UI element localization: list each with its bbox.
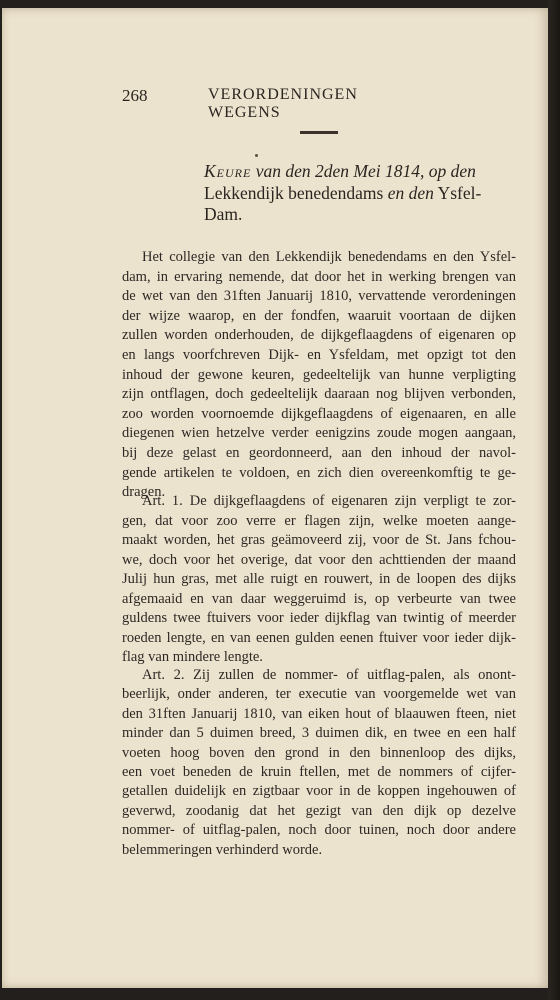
page-number: 268 bbox=[122, 86, 148, 105]
heading-part-c: Ysfel- bbox=[433, 182, 482, 203]
heading-line-1 bbox=[204, 161, 522, 183]
body-line: zijn ontflagen, doch gedeeltelijk daaraan nog blijven verbonden, bbox=[122, 386, 516, 403]
heading-keure: Keure bbox=[204, 161, 252, 181]
body-line: beerlijk, onder anderen, ter executie van voorgemelde wet van bbox=[122, 686, 516, 703]
body-line: zullen worden onderhouden, de dijkgeflaagdens of eigenaren op bbox=[122, 327, 516, 344]
body-line: flag van mindere lengte. bbox=[122, 649, 263, 666]
body-line: maakt worden, het gras geämoveerd zij, voor de St. Jans fchou- bbox=[122, 532, 516, 549]
body-line: getallen duidelijk en zigtbaar voor in de koppen ingehouwen of bbox=[122, 783, 516, 800]
body-line: der wijze waarop, en der fondfen, waaruit voortaan de dijken bbox=[122, 307, 516, 324]
page-edge-shadow bbox=[548, 0, 560, 1000]
body-line: we, doch voor het overige, dat voor den achttienden der maand bbox=[122, 551, 516, 568]
body-line: geverwd, zoodanig dat het gezigt van den dijk op dezelve bbox=[122, 802, 516, 819]
body-line: gen, dat voor zoo verre er flagen zijn, welke moeten aange- bbox=[122, 512, 516, 529]
body-line: een voet beneden de kruin ftellen, met de nommers of cijfer- bbox=[122, 764, 516, 780]
body-line: guldens twee ftuivers voor ieder dijkflag van twintig of meerder bbox=[122, 610, 516, 627]
body-line: Art. 2. Zij zullen de nommer- of uitflag-palen, als onont- bbox=[142, 667, 516, 683]
body-line: voeten hoog boven den grond in den binnenloop des dijks, bbox=[122, 744, 516, 761]
body-line: belemmeringen verhinderd worde. bbox=[122, 841, 323, 858]
heading-line-3: Dam. bbox=[204, 204, 243, 224]
body-line: de wet van den 31ften Januarij 1810, vervattende verordeningen bbox=[122, 288, 516, 305]
body-line: Art. 1. De dijkgeflaagdens of eigenaren zijn verpligt te zor- bbox=[142, 493, 516, 509]
body-line: dam, in ervaring nemende, dat door het in werking brengen van bbox=[122, 268, 516, 285]
section-heading bbox=[204, 161, 522, 226]
body-line: Het collegie van den Lekkendijk benedendams en den Ysfel- bbox=[142, 249, 516, 265]
body-line: en langs voorfchreven Dijk- en Ysfeldam, met opzigt tot den bbox=[122, 347, 516, 363]
body-line: den 31ften Januarij 1810, van eiken hout of blaauwen fteen, niet bbox=[122, 705, 516, 722]
running-title: VERORDENINGEN WEGENS bbox=[208, 86, 358, 121]
body-line: diegenen wien hetzelve verder eenigzins zoude mogen aangaan, bbox=[122, 425, 516, 442]
body-line: gende artikelen te voldoen, en zich dien overeenkomftig te ge- bbox=[122, 464, 516, 481]
heading-part-a: Lekkendijk benedendams bbox=[204, 182, 388, 203]
body-line: zoo worden voornoemde dijkgeflaagdens of eigenaaren, en alle bbox=[122, 405, 516, 422]
body-line: minder dan 5 duimen breed, 3 duimen dik, en twee en een half bbox=[122, 725, 516, 742]
running-head bbox=[122, 86, 432, 121]
heading-line-2 bbox=[204, 183, 522, 205]
body-line: afgemaaid en van daar weggeruimd is, op verbeurte van twee bbox=[122, 590, 516, 607]
body-line: inhoud der gewone keuren, gedeeltelijk van hunne verpligting bbox=[122, 366, 516, 383]
heading-date: van den 2den Mei 1814, op den bbox=[255, 161, 476, 181]
body-line: bij deze gelast en geordonneerd, aan den inhoud der navol- bbox=[122, 445, 516, 461]
section-rule bbox=[300, 131, 338, 134]
body-line: dragen. bbox=[122, 484, 166, 501]
heading-part-b: en den bbox=[387, 182, 434, 203]
ink-speck bbox=[255, 154, 258, 157]
body-line: nommer- of uitflag-palen, noch door tuinen, noch door andere bbox=[122, 822, 516, 839]
body-line: roeden lengte, en van eenen gulden eenen ftuiver voor ieder dijk- bbox=[122, 629, 516, 646]
body-line: Julij hun gras, met alle ruigt en rouwert, in de loopen des dijks bbox=[122, 571, 516, 588]
